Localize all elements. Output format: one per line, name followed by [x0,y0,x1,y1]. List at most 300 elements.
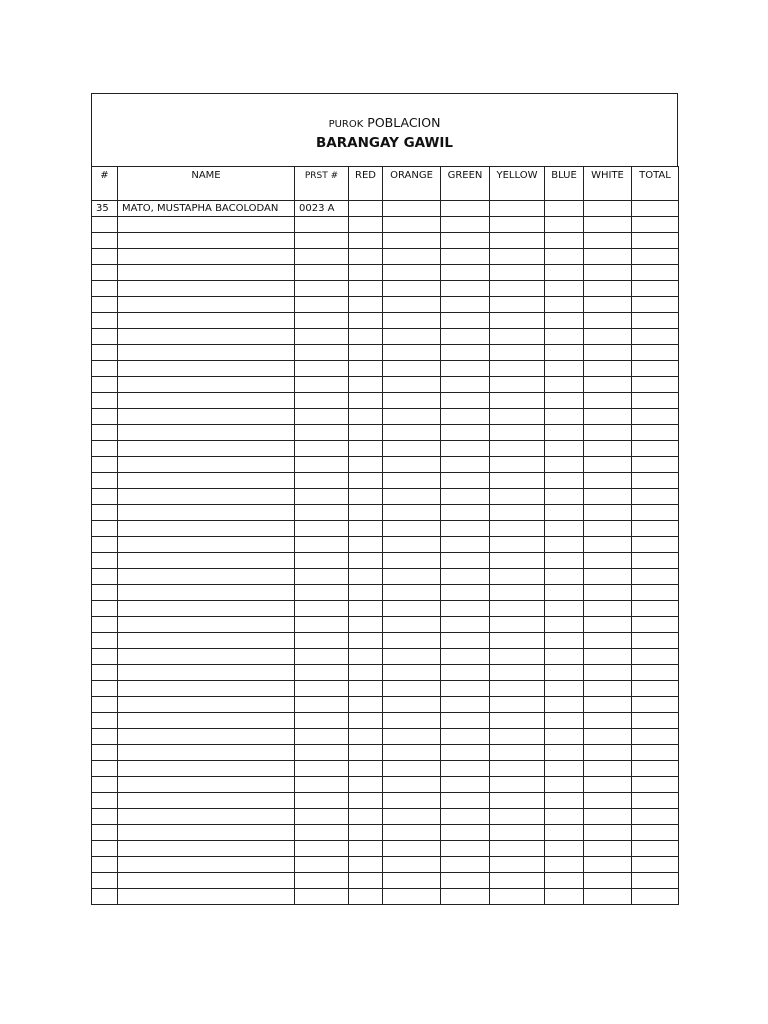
row-yellow [490,249,545,265]
row-green [441,521,490,537]
row-blue [545,441,584,457]
table-row [92,313,679,329]
row-prst [295,441,349,457]
row-prst [295,889,349,905]
table-row [92,377,679,393]
row-red [349,825,383,841]
row-name [118,441,295,457]
row-blue [545,713,584,729]
row-name [118,473,295,489]
row-white [584,249,632,265]
row-blue [545,393,584,409]
row-total [632,489,679,505]
row-name [118,489,295,505]
row-number [92,441,118,457]
table-row [92,761,679,777]
row-green [441,329,490,345]
row-red [349,569,383,585]
row-orange [383,489,441,505]
row-red [349,297,383,313]
table-row [92,553,679,569]
row-yellow [490,729,545,745]
row-total [632,825,679,841]
row-number [92,345,118,361]
table-row [92,297,679,313]
row-prst [295,633,349,649]
row-green [441,537,490,553]
row-name [118,729,295,745]
row-green [441,489,490,505]
row-total [632,857,679,873]
row-number [92,297,118,313]
row-orange [383,777,441,793]
row-prst [295,745,349,761]
row-number [92,617,118,633]
row-blue [545,649,584,665]
row-name [118,857,295,873]
row-number [92,409,118,425]
row-number [92,777,118,793]
row-total [632,665,679,681]
row-yellow [490,889,545,905]
row-green [441,681,490,697]
row-total [632,793,679,809]
row-prst [295,697,349,713]
table-row [92,393,679,409]
row-total [632,729,679,745]
row-yellow [490,681,545,697]
row-name [118,249,295,265]
row-number [92,313,118,329]
row-orange [383,873,441,889]
row-name [118,649,295,665]
row-number [92,745,118,761]
table-row [92,873,679,889]
row-blue [545,569,584,585]
row-green [441,761,490,777]
row-blue [545,457,584,473]
row-name: MATO, MUSTAPHA BACOLODAN [118,201,295,217]
row-orange [383,281,441,297]
row-number [92,265,118,281]
row-white [584,345,632,361]
row-name [118,809,295,825]
row-name [118,873,295,889]
row-yellow [490,649,545,665]
row-yellow [490,585,545,601]
row-red [349,697,383,713]
row-green [441,505,490,521]
row-red [349,313,383,329]
table-row [92,409,679,425]
row-orange [383,265,441,281]
table-row [92,249,679,265]
row-white [584,873,632,889]
row-prst [295,857,349,873]
row-yellow [490,505,545,521]
row-orange [383,217,441,233]
row-white [584,697,632,713]
row-name [118,633,295,649]
row-total [632,873,679,889]
row-prst [295,809,349,825]
row-number [92,665,118,681]
row-total [632,297,679,313]
row-orange [383,793,441,809]
row-name [118,281,295,297]
table-row [92,457,679,473]
row-green [441,425,490,441]
row-green [441,473,490,489]
row-blue [545,617,584,633]
table-row [92,233,679,249]
row-blue [545,265,584,281]
row-red [349,377,383,393]
table-row [92,809,679,825]
row-orange [383,649,441,665]
row-prst [295,649,349,665]
row-green [441,601,490,617]
row-name [118,297,295,313]
row-red [349,745,383,761]
row-yellow [490,761,545,777]
row-green [441,409,490,425]
row-red [349,441,383,457]
row-name [118,505,295,521]
col-total-header: TOTAL [632,167,679,201]
table-row [92,729,679,745]
row-yellow [490,457,545,473]
row-green [441,553,490,569]
table-row [92,713,679,729]
row-prst [295,841,349,857]
row-red [349,809,383,825]
row-prst [295,425,349,441]
row-number: 35 [92,201,118,217]
row-prst [295,681,349,697]
tally-table [91,166,679,905]
row-yellow [490,489,545,505]
table-row [92,825,679,841]
row-white [584,361,632,377]
table-row [92,265,679,281]
row-orange [383,249,441,265]
row-red [349,537,383,553]
row-number [92,473,118,489]
row-white [584,889,632,905]
row-green [441,841,490,857]
row-number [92,249,118,265]
row-blue [545,601,584,617]
row-white [584,425,632,441]
row-orange [383,857,441,873]
col-white-header: WHITE [584,167,632,201]
row-green [441,441,490,457]
row-total [632,841,679,857]
row-name [118,697,295,713]
row-white [584,569,632,585]
table-row [92,489,679,505]
row-white [584,201,632,217]
row-number [92,569,118,585]
row-yellow [490,841,545,857]
row-total [632,329,679,345]
row-number [92,681,118,697]
row-red [349,505,383,521]
row-red [349,633,383,649]
row-yellow [490,521,545,537]
row-name [118,585,295,601]
row-blue [545,537,584,553]
row-white [584,505,632,521]
row-red [349,393,383,409]
row-total [632,889,679,905]
col-prst-header: PRST # [295,167,349,201]
row-number [92,361,118,377]
table-row [92,793,679,809]
row-red [349,889,383,905]
row-number [92,329,118,345]
row-white [584,217,632,233]
row-orange [383,809,441,825]
row-number [92,281,118,297]
table-row [92,505,679,521]
row-blue [545,473,584,489]
row-total [632,393,679,409]
row-total [632,281,679,297]
row-blue [545,505,584,521]
table-row [92,569,679,585]
row-green [441,201,490,217]
row-white [584,857,632,873]
row-white [584,745,632,761]
row-red [349,777,383,793]
row-total [632,409,679,425]
row-prst [295,713,349,729]
row-white [584,617,632,633]
row-green [441,745,490,761]
row-blue [545,729,584,745]
row-orange [383,473,441,489]
table-row [92,217,679,233]
row-white [584,537,632,553]
row-yellow [490,329,545,345]
row-green [441,217,490,233]
row-yellow [490,697,545,713]
row-red [349,457,383,473]
row-name [118,329,295,345]
row-green [441,697,490,713]
row-orange [383,345,441,361]
row-total [632,345,679,361]
row-red [349,857,383,873]
row-prst [295,761,349,777]
table-row [92,857,679,873]
table-row [92,521,679,537]
table-row [92,329,679,345]
table-row [92,665,679,681]
row-name [118,825,295,841]
row-white [584,377,632,393]
row-prst [295,249,349,265]
row-blue [545,521,584,537]
row-prst [295,617,349,633]
col-red-header: RED [349,167,383,201]
row-yellow [490,713,545,729]
row-name [118,793,295,809]
row-number [92,457,118,473]
row-blue [545,217,584,233]
row-total [632,217,679,233]
table-row [92,681,679,697]
row-orange [383,697,441,713]
table-row [92,425,679,441]
row-total [632,761,679,777]
row-orange [383,297,441,313]
row-green [441,665,490,681]
row-total [632,505,679,521]
row-prst [295,537,349,553]
row-green [441,617,490,633]
row-blue [545,681,584,697]
row-prst [295,793,349,809]
row-yellow [490,793,545,809]
row-prst [295,569,349,585]
row-prst [295,489,349,505]
row-blue [545,361,584,377]
row-total [632,809,679,825]
row-number [92,505,118,521]
row-yellow [490,409,545,425]
row-total [632,697,679,713]
row-orange [383,313,441,329]
row-blue [545,297,584,313]
row-red [349,841,383,857]
table-row [92,633,679,649]
row-orange [383,521,441,537]
row-prst [295,345,349,361]
row-blue [545,345,584,361]
row-blue [545,665,584,681]
row-blue [545,633,584,649]
row-prst [295,521,349,537]
row-red [349,553,383,569]
row-number [92,841,118,857]
purok-line [92,115,677,133]
row-orange [383,585,441,601]
row-yellow [490,777,545,793]
purok-name: POBLACION [367,115,441,130]
row-blue [545,377,584,393]
row-yellow [490,745,545,761]
row-orange [383,377,441,393]
row-yellow [490,473,545,489]
row-red [349,409,383,425]
row-prst [295,329,349,345]
row-green [441,393,490,409]
row-name [118,713,295,729]
row-number [92,425,118,441]
row-number [92,633,118,649]
table-row [92,281,679,297]
row-yellow [490,297,545,313]
row-white [584,809,632,825]
row-orange [383,361,441,377]
row-orange [383,761,441,777]
row-prst [295,601,349,617]
row-yellow [490,537,545,553]
row-orange [383,569,441,585]
row-white [584,297,632,313]
row-prst [295,457,349,473]
table-row [92,889,679,905]
row-yellow [490,281,545,297]
row-prst [295,393,349,409]
row-red [349,201,383,217]
table-row [92,601,679,617]
row-total [632,681,679,697]
row-blue [545,489,584,505]
row-green [441,777,490,793]
row-orange [383,681,441,697]
row-green [441,713,490,729]
row-prst [295,825,349,841]
row-green [441,809,490,825]
row-number [92,585,118,601]
row-number [92,377,118,393]
row-white [584,553,632,569]
row-white [584,489,632,505]
row-green [441,825,490,841]
row-number [92,873,118,889]
row-blue [545,697,584,713]
table-row [92,361,679,377]
row-number [92,649,118,665]
barangay-title: BARANGAY GAWIL [315,135,454,151]
row-name [118,457,295,473]
row-number [92,729,118,745]
row-green [441,265,490,281]
row-white [584,233,632,249]
row-total [632,713,679,729]
row-red [349,345,383,361]
row-prst [295,553,349,569]
row-white [584,713,632,729]
row-white [584,393,632,409]
row-number [92,233,118,249]
row-yellow [490,377,545,393]
row-blue [545,249,584,265]
row-orange [383,553,441,569]
row-orange [383,201,441,217]
row-white [584,281,632,297]
row-prst [295,313,349,329]
row-blue [545,889,584,905]
row-red [349,681,383,697]
row-green [441,377,490,393]
row-yellow [490,265,545,281]
row-total [632,633,679,649]
row-green [441,633,490,649]
row-red [349,489,383,505]
row-red [349,281,383,297]
row-orange [383,425,441,441]
row-yellow [490,313,545,329]
voter-sheet [91,93,678,905]
row-white [584,793,632,809]
col-yellow-header: YELLOW [490,167,545,201]
row-name [118,601,295,617]
